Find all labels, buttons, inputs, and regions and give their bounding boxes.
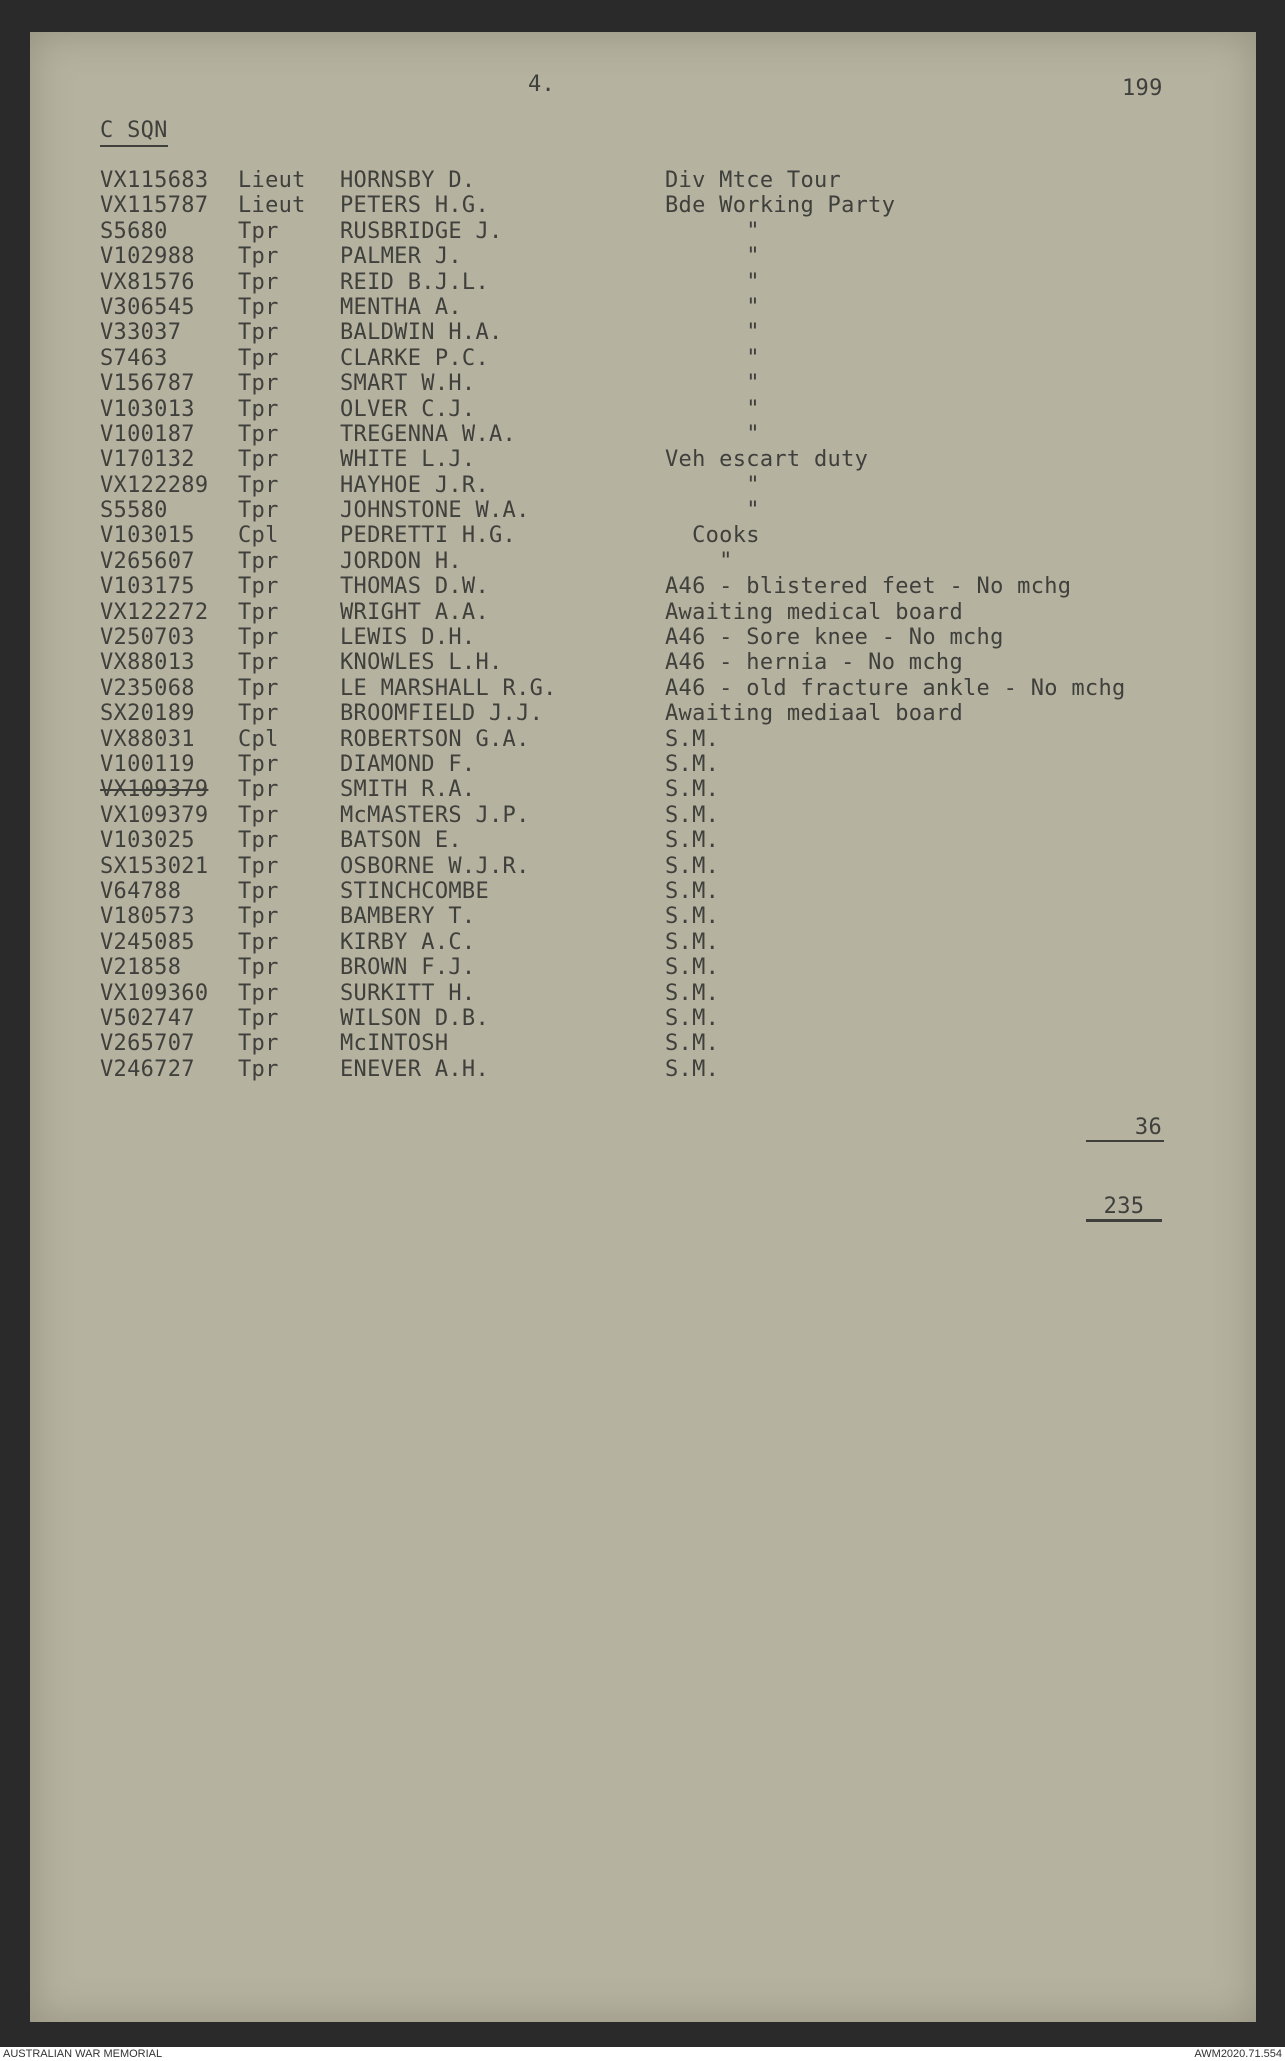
service-number: V250703 [100, 625, 195, 651]
duty-note: Bde Working Party [665, 193, 896, 219]
service-number: VX88013 [100, 650, 195, 676]
soldier-name: SMART W.H. [340, 371, 476, 397]
page-number: 4. [528, 72, 556, 97]
rank: Tpr [238, 1005, 279, 1031]
grand-total: 235 [1086, 1193, 1162, 1222]
service-number: VX81576 [100, 269, 195, 295]
service-number: V246727 [100, 1056, 195, 1082]
service-number: V170132 [100, 447, 195, 473]
service-number: S5680 [100, 218, 168, 244]
service-number: V502747 [100, 1005, 195, 1031]
rank: Tpr [238, 904, 279, 930]
subtotal: 36 [1086, 1115, 1164, 1142]
rank: Tpr [238, 955, 279, 981]
duty-note: S.M. [665, 1005, 720, 1031]
archive-reference: AWM2020.71.554 [1194, 2048, 1282, 2060]
duty-note: " [665, 371, 760, 397]
service-number: V103015 [100, 523, 195, 549]
service-number: V306545 [100, 294, 195, 320]
rank: Lieut [238, 193, 306, 219]
rank: Tpr [238, 472, 279, 498]
duty-note: Awaiting medical board [665, 599, 963, 625]
service-number: V100119 [100, 751, 195, 777]
soldier-name: McMASTERS J.P. [340, 802, 530, 828]
soldier-name: LEWIS D.H. [340, 625, 476, 651]
service-number: VX109379 [100, 777, 209, 803]
service-number: V103025 [100, 828, 195, 854]
rank: Cpl [238, 523, 279, 549]
service-number: VX115683 [100, 168, 209, 193]
duty-note: S.M. [665, 878, 720, 904]
rank: Tpr [238, 574, 279, 600]
soldier-name: SURKITT H. [340, 980, 476, 1006]
rank: Tpr [238, 701, 279, 727]
duty-note: S.M. [665, 853, 720, 879]
duty-note: " [665, 218, 760, 244]
rank: Tpr [238, 1031, 279, 1057]
rank: Tpr [238, 396, 279, 422]
service-number: S7463 [100, 345, 168, 371]
soldier-name: JORDON H. [340, 548, 462, 574]
soldier-name: WILSON D.B. [340, 1005, 489, 1031]
duty-note: S.M. [665, 904, 720, 930]
rank: Tpr [238, 218, 279, 244]
service-number: VX122272 [100, 599, 209, 625]
rank: Tpr [238, 371, 279, 397]
soldier-name: STINCHCOMBE [340, 878, 489, 904]
duty-note: S.M. [665, 726, 720, 752]
service-number: VX122289 [100, 472, 209, 498]
soldier-name: PALMER J. [340, 244, 462, 270]
soldier-name: TREGENNA W.A. [340, 421, 517, 447]
rank: Tpr [238, 675, 279, 701]
service-number: VX109379 [100, 802, 209, 828]
rank: Tpr [238, 878, 279, 904]
soldier-name: OSBORNE W.J.R. [340, 853, 530, 879]
rank: Tpr [238, 802, 279, 828]
duty-note: " [665, 421, 760, 447]
duty-note: " [665, 472, 760, 498]
service-number: V245085 [100, 929, 195, 955]
rank: Tpr [238, 498, 279, 524]
duty-note: S.M. [665, 751, 720, 777]
service-number: VX115787 [100, 193, 209, 219]
service-number: V103013 [100, 396, 195, 422]
duty-note: " [665, 548, 733, 574]
duty-note: " [665, 345, 760, 371]
soldier-name: DIAMOND F. [340, 751, 476, 777]
duty-note: S.M. [665, 802, 720, 828]
service-number: V64788 [100, 878, 182, 904]
rank: Tpr [238, 421, 279, 447]
duty-note: " [665, 396, 760, 422]
soldier-name: BROOMFIELD J.J. [340, 701, 544, 727]
duty-note: " [665, 498, 760, 524]
duty-note: Div Mtce Tour [665, 168, 842, 193]
duty-note: A46 - old fracture ankle - No mchg [665, 675, 1126, 701]
service-number: V33037 [100, 320, 182, 346]
section-title: C SQN [100, 118, 168, 147]
service-number: VX88031 [100, 726, 195, 752]
duty-note: Cooks [665, 523, 760, 549]
service-number: V103175 [100, 574, 195, 600]
duty-note: S.M. [665, 1056, 720, 1082]
soldier-name: MENTHA A. [340, 294, 462, 320]
soldier-name: BAMBERY T. [340, 904, 476, 930]
soldier-name: HORNSBY D. [340, 168, 476, 193]
service-number: SX20189 [100, 701, 195, 727]
soldier-name: BATSON E. [340, 828, 462, 854]
rank: Tpr [238, 345, 279, 371]
rank: Tpr [238, 751, 279, 777]
soldier-name: WRIGHT A.A. [340, 599, 489, 625]
duty-note: " [665, 294, 760, 320]
service-number: SX153021 [100, 853, 209, 879]
document-page [30, 32, 1256, 2022]
service-number: V100187 [100, 421, 195, 447]
rank: Tpr [238, 244, 279, 270]
soldier-name: OLVER C.J. [340, 396, 476, 422]
soldier-name: CLARKE P.C. [340, 345, 489, 371]
duty-note: Awaiting mediaal board [665, 701, 963, 727]
soldier-name: REID B.J.L. [340, 269, 489, 295]
rank: Tpr [238, 929, 279, 955]
archive-name: AUSTRALIAN WAR MEMORIAL [3, 2048, 163, 2060]
soldier-name: BROWN F.J. [340, 955, 476, 981]
duty-note: S.M. [665, 980, 720, 1006]
rank: Tpr [238, 828, 279, 854]
soldier-name: SMITH R.A. [340, 777, 476, 803]
rank: Cpl [238, 726, 279, 752]
soldier-name: ENEVER A.H. [340, 1056, 489, 1082]
rank: Tpr [238, 294, 279, 320]
duty-note: " [665, 269, 760, 295]
duty-note: A46 - blistered feet - No mchg [665, 574, 1072, 600]
service-number: V21858 [100, 955, 182, 981]
rank: Tpr [238, 447, 279, 473]
service-number: V235068 [100, 675, 195, 701]
rank: Tpr [238, 777, 279, 803]
soldier-name: RUSBRIDGE J. [340, 218, 503, 244]
duty-note: A46 - hernia - No mchg [665, 650, 963, 676]
rank: Tpr [238, 320, 279, 346]
service-number: V180573 [100, 904, 195, 930]
duty-note: S.M. [665, 929, 720, 955]
duty-note: S.M. [665, 1031, 720, 1057]
soldier-name: JOHNSTONE W.A. [340, 498, 530, 524]
duty-note: S.M. [665, 777, 720, 803]
service-number: V102988 [100, 244, 195, 270]
soldier-name: LE MARSHALL R.G. [340, 675, 557, 701]
soldier-name: BALDWIN H.A. [340, 320, 503, 346]
soldier-name: HAYHOE J.R. [340, 472, 489, 498]
duty-note: " [665, 320, 760, 346]
soldier-name: ROBERTSON G.A. [340, 726, 530, 752]
service-number: V265607 [100, 548, 195, 574]
service-number: VX109360 [100, 980, 209, 1006]
rank: Tpr [238, 980, 279, 1006]
duty-note: " [665, 244, 760, 270]
rank: Lieut [238, 168, 306, 193]
soldier-name: McINTOSH [340, 1031, 449, 1057]
folio-number: 199 [1122, 76, 1163, 101]
service-number: S5580 [100, 498, 168, 524]
duty-note: S.M. [665, 955, 720, 981]
rank: Tpr [238, 269, 279, 295]
service-number: V265707 [100, 1031, 195, 1057]
duty-note: S.M. [665, 828, 720, 854]
rank: Tpr [238, 1056, 279, 1082]
rank: Tpr [238, 650, 279, 676]
soldier-name: PEDRETTI H.G. [340, 523, 517, 549]
soldier-name: KNOWLES L.H. [340, 650, 503, 676]
duty-note: A46 - Sore knee - No mchg [665, 625, 1004, 651]
service-number: V156787 [100, 371, 195, 397]
duty-note: Veh escart duty [665, 447, 869, 473]
soldier-name: PETERS H.G. [340, 193, 489, 219]
soldier-name: WHITE L.J. [340, 447, 476, 473]
soldier-name: THOMAS D.W. [340, 574, 489, 600]
rank: Tpr [238, 599, 279, 625]
rank: Tpr [238, 548, 279, 574]
soldier-name: KIRBY A.C. [340, 929, 476, 955]
rank: Tpr [238, 625, 279, 651]
rank: Tpr [238, 853, 279, 879]
archive-footer [0, 2047, 1285, 2061]
totals-block [1086, 1064, 1164, 1248]
